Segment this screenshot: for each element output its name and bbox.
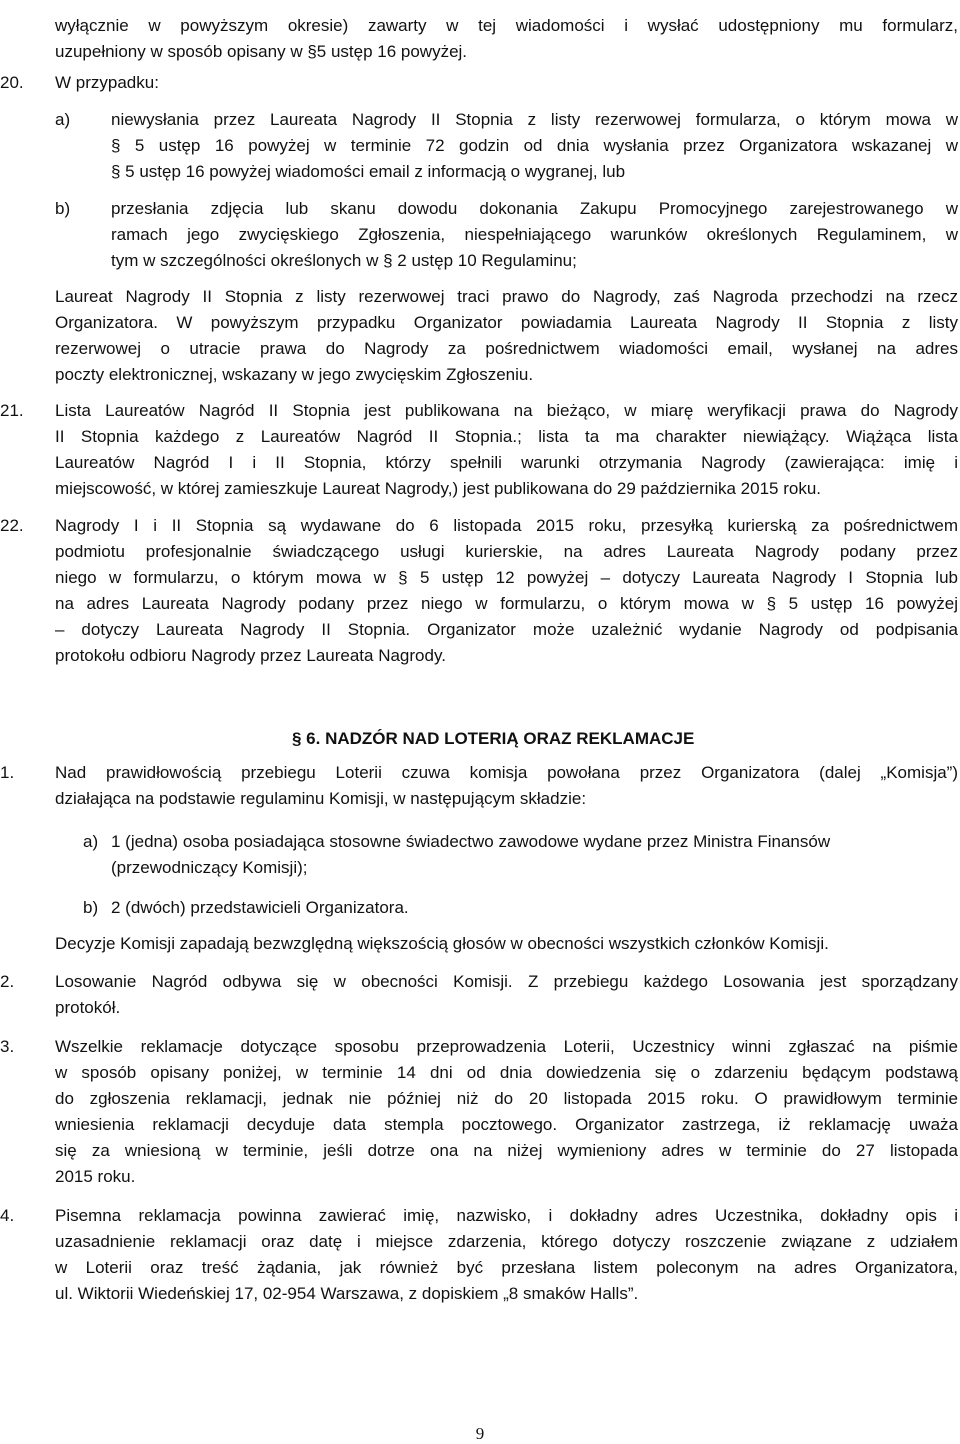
text-line: działająca na podstawie regulaminu Komisji, w następującym składzie: xyxy=(55,789,587,808)
text-line: a) xyxy=(83,832,99,851)
text-line: 21. xyxy=(0,401,24,420)
text-line: uzupełniony w sposób opisany w §5 ustęp 16 powyżej. xyxy=(55,42,468,61)
text-line: 2 (dwóch) przedstawicieli Organizatora. xyxy=(111,898,409,917)
section-heading: § 6. NADZÓR NAD LOTERIĄ ORAZ REKLAMACJE xyxy=(292,729,695,748)
text-line: się za wniesioną w terminie, jeśli dotrze ona na niżej wymieniony adres w terminie do 27 listopada xyxy=(55,1141,958,1160)
text-line: 1. xyxy=(0,763,15,782)
text-line: 3. xyxy=(0,1037,15,1056)
text-line: Nad prawidłowością przebiegu Loterii czuwa komisja powołana przez Organizatora (dalej „Komisja”) xyxy=(55,763,958,782)
text-line: b) xyxy=(55,199,71,218)
text-line: Wszelkie reklamacje dotyczące sposobu przeprowadzenia Loterii, Uczestnicy winni zgłaszać na piśmie xyxy=(55,1037,958,1056)
text-line: ul. Wiktorii Wiedeńskiej 17, 02-954 Warszawa, z dopiskiem „8 smaków Halls”. xyxy=(55,1284,639,1303)
page-number: 9 xyxy=(475,1424,485,1443)
text-line: miejscowość, w której zamieszkuje Laureat Nagrody,) jest publikowana do 29 października 2015 roku. xyxy=(55,479,822,498)
text-line: niewysłania przez Laureata Nagrody II Stopnia z listy rezerwowej formularza, o którym mowa w xyxy=(111,110,958,129)
text-line: a) xyxy=(55,110,71,129)
text-line: Laureatów Nagród I i II Stopnia, którzy spełnili warunki otrzymania Nagrody (zawierająca: imię i xyxy=(55,453,958,472)
text-line: niego w formularzu, o którym mowa w § 5 ustęp 12 powyżej – dotyczy Laureata Nagrody I Stopnia lub xyxy=(55,568,958,587)
text-line: W przypadku: xyxy=(55,73,159,92)
text-line: 4. xyxy=(0,1206,15,1225)
text-line: ramach jego zwycięskiego Zgłoszenia, niespełniającego warunków określonych Regulaminem, w xyxy=(111,225,958,244)
text-line: Nagrody I i II Stopnia są wydawane do 6 listopada 2015 roku, przesyłką kurierską za pośrednictwem xyxy=(55,516,958,535)
text-line: b) xyxy=(83,898,99,917)
text-line: Decyzje Komisji zapadają bezwzględną większością głosów w obecności wszystkich członków Komisji. xyxy=(55,934,829,953)
text-line: do zgłoszenia reklamacji, jednak nie później niż do 20 listopada 2015 roku. O prawidłowym terminie xyxy=(55,1089,958,1108)
text-line: w sposób opisany poniżej, w terminie 14 dni od dnia dowiedzenia się o zdarzeniu będącym podstawą xyxy=(55,1063,958,1082)
text-line: Laureat Nagrody II Stopnia z listy rezerwowej traci prawo do Nagrody, zaś Nagroda przechodzi na rzecz xyxy=(55,287,958,306)
text-line: Lista Laureatów Nagród II Stopnia jest publikowana na bieżąco, w miarę weryfikacji prawa do Nagrody xyxy=(55,401,958,420)
text-line: (przewodniczący Komisji); xyxy=(111,858,308,877)
text-line: w Loterii oraz treść żądania, jak również być przesłana listem poleconym na adres Organizatora, xyxy=(55,1258,958,1277)
text-line: wyłącznie w powyższym okresie) zawarty w tej wiadomości i wysłać udostępniony mu formularz, xyxy=(55,16,958,35)
text-line: Losowanie Nagród odbywa się w obecności Komisji. Z przebiegu każdego Losowania jest sporządzany xyxy=(55,972,958,991)
text-line: protokołu odbioru Nagrody przez Laureata Nagrody. xyxy=(55,646,446,665)
text-line: przesłania zdjęcia lub skanu dowodu dokonania Zakupu Promocyjnego zarejestrowanego w xyxy=(111,199,958,218)
text-line: protokół. xyxy=(55,998,121,1017)
text-line: 2015 roku. xyxy=(55,1167,136,1186)
text-line: Organizatora. W powyższym przypadku Organizator powiadamia Laureata Nagrody II Stopnia z listy xyxy=(55,313,958,332)
text-line: § 5 ustęp 16 powyżej wiadomości email z informacją o wygranej, lub xyxy=(111,162,626,181)
text-line: 1 (jedna) osoba posiadająca stosowne świadectwo zawodowe wydane przez Ministra Finansów xyxy=(111,832,831,851)
text-line: poczty elektronicznej, wskazany w jego zwycięskim Zgłoszeniu. xyxy=(55,365,534,384)
text-line: – dotyczy Laureata Nagrody II Stopnia. Organizator może uzależnić wydanie Nagrody od podpisania xyxy=(55,620,958,639)
text-line: 22. xyxy=(0,516,24,535)
text-line: podmiotu profesjonalnie świadczącego usługi kurierskie, na adres Laureata Nagrody podany przez xyxy=(55,542,958,561)
text-line: tym w szczególności określonych w § 2 ustęp 10 Regulaminu; xyxy=(111,251,577,270)
text-line: na adres Laureata Nagrody podany przez niego w formularzu, o którym mowa w § 5 ustęp 16 powyżej xyxy=(55,594,958,613)
text-line: II Stopnia każdego z Laureatów Nagród II Stopnia.; lista ta ma charakter niewiążący. Wiążąca lista xyxy=(55,427,958,446)
text-line: wniesienia reklamacji decyduje data stempla pocztowego. Organizator zastrzega, iż reklamację uważa xyxy=(55,1115,958,1134)
text-line: 20. xyxy=(0,73,24,92)
text-line: 2. xyxy=(0,972,15,991)
text-line: Pisemna reklamacja powinna zawierać imię, nazwisko, i dokładny adres Uczestnika, dokładny opis i xyxy=(55,1206,958,1225)
text-line: uzasadnienie reklamacji oraz datę i miejsce zdarzenia, którego dotyczy roszczenie związane z udziałem xyxy=(55,1232,958,1251)
text-line: § 5 ustęp 16 powyżej w terminie 72 godzin od dnia wysłania przez Organizatora wskazanej w xyxy=(111,136,958,155)
text-line: rezerwowej o utracie prawa do Nagrody za pośrednictwem wiadomości email, wysłanej na adres xyxy=(55,339,958,358)
